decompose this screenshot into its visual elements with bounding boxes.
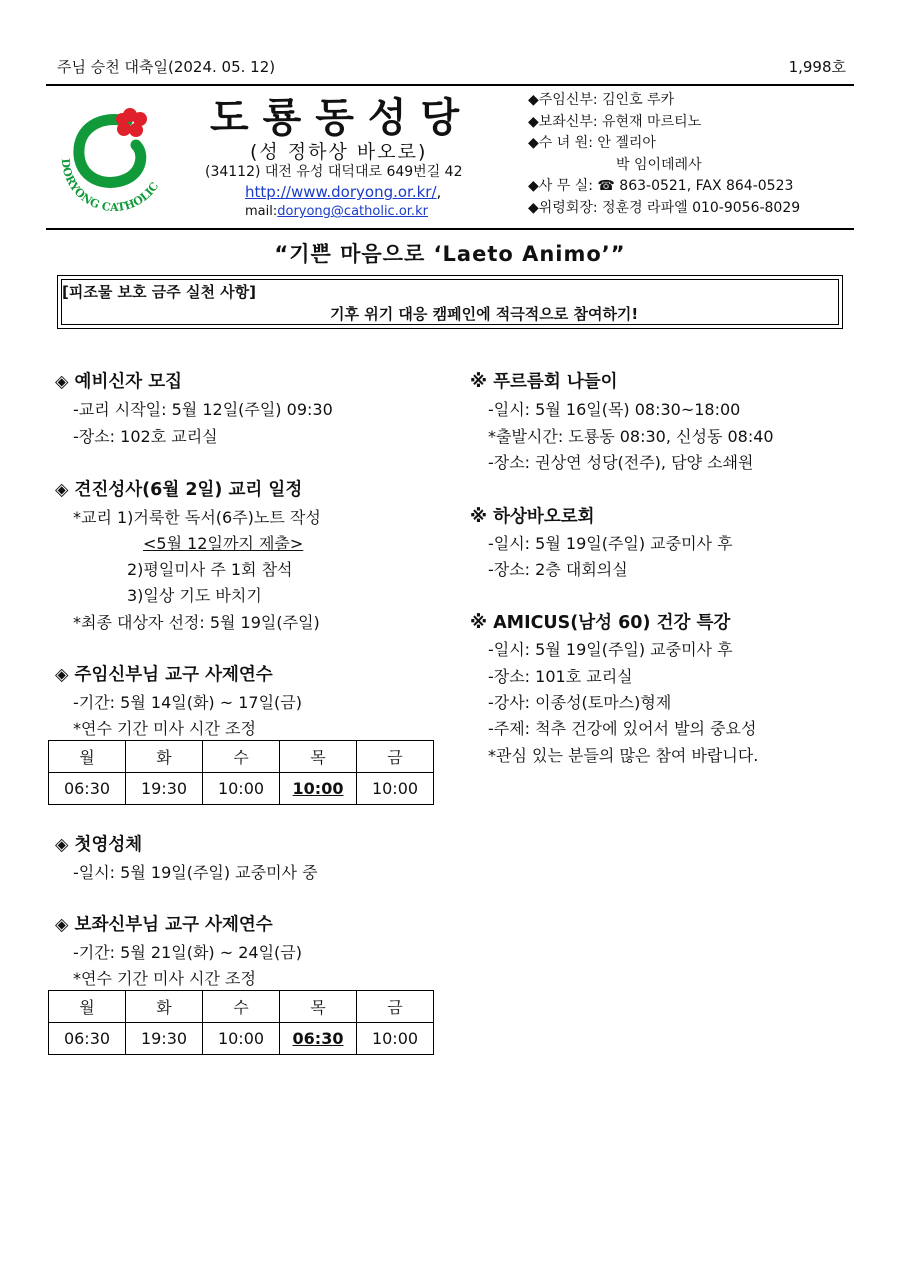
section-line: *최종 대상자 선정: 5월 19일(주일)	[73, 613, 320, 632]
mail-link[interactable]: doryong@catholic.or.kr	[277, 204, 428, 219]
section-line: -장소: 102호 교리실	[73, 427, 218, 446]
patron-saint: (성 정하상 바오로)	[250, 141, 428, 163]
section-title: ◈ 첫영성체	[55, 835, 143, 855]
section-title: ◈ 보좌신부님 교구 사제연수	[55, 915, 273, 935]
section-line: -주제: 척추 건강에 있어서 발의 중요성	[488, 719, 757, 738]
website-link[interactable]: http://www.doryong.or.kr/	[245, 183, 437, 201]
table-row	[49, 991, 434, 1023]
staff-nuns-2: 박 임이데레사	[616, 156, 702, 173]
website-suffix: ,	[436, 183, 442, 201]
staff-pastor: ◆주임신부: 김인호 루카	[528, 92, 675, 108]
table-cell: 10:00	[357, 773, 434, 805]
header-divider	[46, 228, 854, 230]
table-cell: 10:00	[357, 1023, 434, 1055]
mass-schedule-table	[48, 740, 434, 805]
table-row	[49, 741, 434, 773]
section-line: 2)평일미사 주 1회 참석	[127, 560, 293, 579]
table-cell: 10:00	[203, 773, 280, 805]
section-line: *교리 1)거룩한 독서(6주)노트 작성	[73, 508, 321, 527]
table-row	[49, 773, 434, 805]
table-cell: 06:30	[49, 1023, 126, 1055]
section-line: -일시: 5월 19일(주일) 교중미사 중	[73, 863, 318, 882]
staff-office: ◆사 무 실: ☎ 863-0521, FAX 864-0523	[528, 178, 794, 194]
staff-list	[528, 90, 800, 219]
notice-text: 기후 위기 대응 캠페인에 적극적으로 참여하기!	[330, 305, 639, 323]
motto: “기쁜 마음으로 ‘Laeto Animo’”	[274, 242, 626, 266]
section-title: ◈ 주임신부님 교구 사제연수	[55, 665, 273, 685]
table-cell: 수	[203, 991, 280, 1023]
deadline-note: <5월 12일까지 제출>	[143, 534, 304, 553]
section-line: -일시: 5월 19일(주일) 교중미사 후	[488, 534, 733, 553]
table-cell: 10:00	[203, 1023, 280, 1055]
section-title: ※ AMICUS(남성 60) 건강 특강	[470, 613, 731, 633]
section-line: 3)일상 기도 바치기	[127, 586, 262, 605]
date-line: 주님 승천 대축일(2024. 05. 12)	[57, 58, 276, 76]
table-cell: 화	[126, 991, 203, 1023]
section-line: -교리 시작일: 5월 12일(주일) 09:30	[73, 400, 333, 419]
section-title: ◈ 예비신자 모집	[55, 372, 183, 392]
section-line: -기간: 5월 14일(화) ~ 17일(금)	[73, 693, 302, 712]
section-line: -강사: 이종성(토마스)형제	[488, 693, 672, 712]
mass-schedule-table	[48, 990, 434, 1055]
section-line: -기간: 5월 21일(화) ~ 24일(금)	[73, 943, 302, 962]
table-row	[49, 1023, 434, 1055]
website-line	[245, 183, 441, 201]
table-cell: 10:00	[280, 773, 357, 805]
church-name: 도룡동성당	[210, 95, 474, 141]
issue-number: 1,998호	[788, 58, 846, 76]
table-cell: 목	[280, 991, 357, 1023]
section-line: -장소: 권상연 성당(전주), 담양 소쇄원	[488, 453, 754, 472]
staff-funeral: ◆위령회장: 정훈경 라파엘 010-9056-8029	[528, 199, 801, 216]
staff-assistant: ◆보좌신부: 유현재 마르티노	[528, 113, 702, 130]
table-cell: 19:30	[126, 1023, 203, 1055]
section-line: -장소: 101호 교리실	[488, 667, 633, 686]
table-cell: 월	[49, 741, 126, 773]
mail-label: mail:	[245, 204, 278, 219]
table-cell: 19:30	[126, 773, 203, 805]
table-cell: 금	[357, 991, 434, 1023]
section-line: *연수 기간 미사 시간 조정	[73, 969, 256, 988]
mail-line	[245, 204, 428, 219]
table-cell: 월	[49, 991, 126, 1023]
section-line: -일시: 5월 19일(주일) 교중미사 후	[488, 640, 733, 659]
section-line: -장소: 2층 대회의실	[488, 560, 628, 579]
section-line: *출발시간: 도룡동 08:30, 신성동 08:40	[488, 427, 774, 446]
section-title: ※ 푸르름회 나들이	[470, 372, 618, 392]
section-line: *연수 기간 미사 시간 조정	[73, 719, 256, 738]
section-title: ◈ 견진성사(6월 2일) 교리 일정	[55, 480, 303, 500]
staff-nuns: ◆수 녀 원: 안 젤리아	[528, 135, 656, 151]
table-cell: 06:30	[49, 773, 126, 805]
section-line: -일시: 5월 16일(목) 08:30~18:00	[488, 400, 741, 419]
table-cell: 06:30	[280, 1023, 357, 1055]
table-cell: 수	[203, 741, 280, 773]
table-cell: 화	[126, 741, 203, 773]
section-title: ※ 하상바오로회	[470, 507, 595, 527]
notice-heading: [피조물 보호 금주 실천 사항]	[62, 283, 256, 301]
table-cell: 목	[280, 741, 357, 773]
section-line: *관심 있는 분들의 많은 참여 바랍니다.	[488, 746, 759, 765]
logo-text: DORYONG CATHOLIC	[58, 158, 162, 215]
address: (34112) 대전 유성 대덕대로 649번길 42	[205, 164, 463, 180]
table-cell: 금	[357, 741, 434, 773]
church-logo	[52, 97, 177, 222]
